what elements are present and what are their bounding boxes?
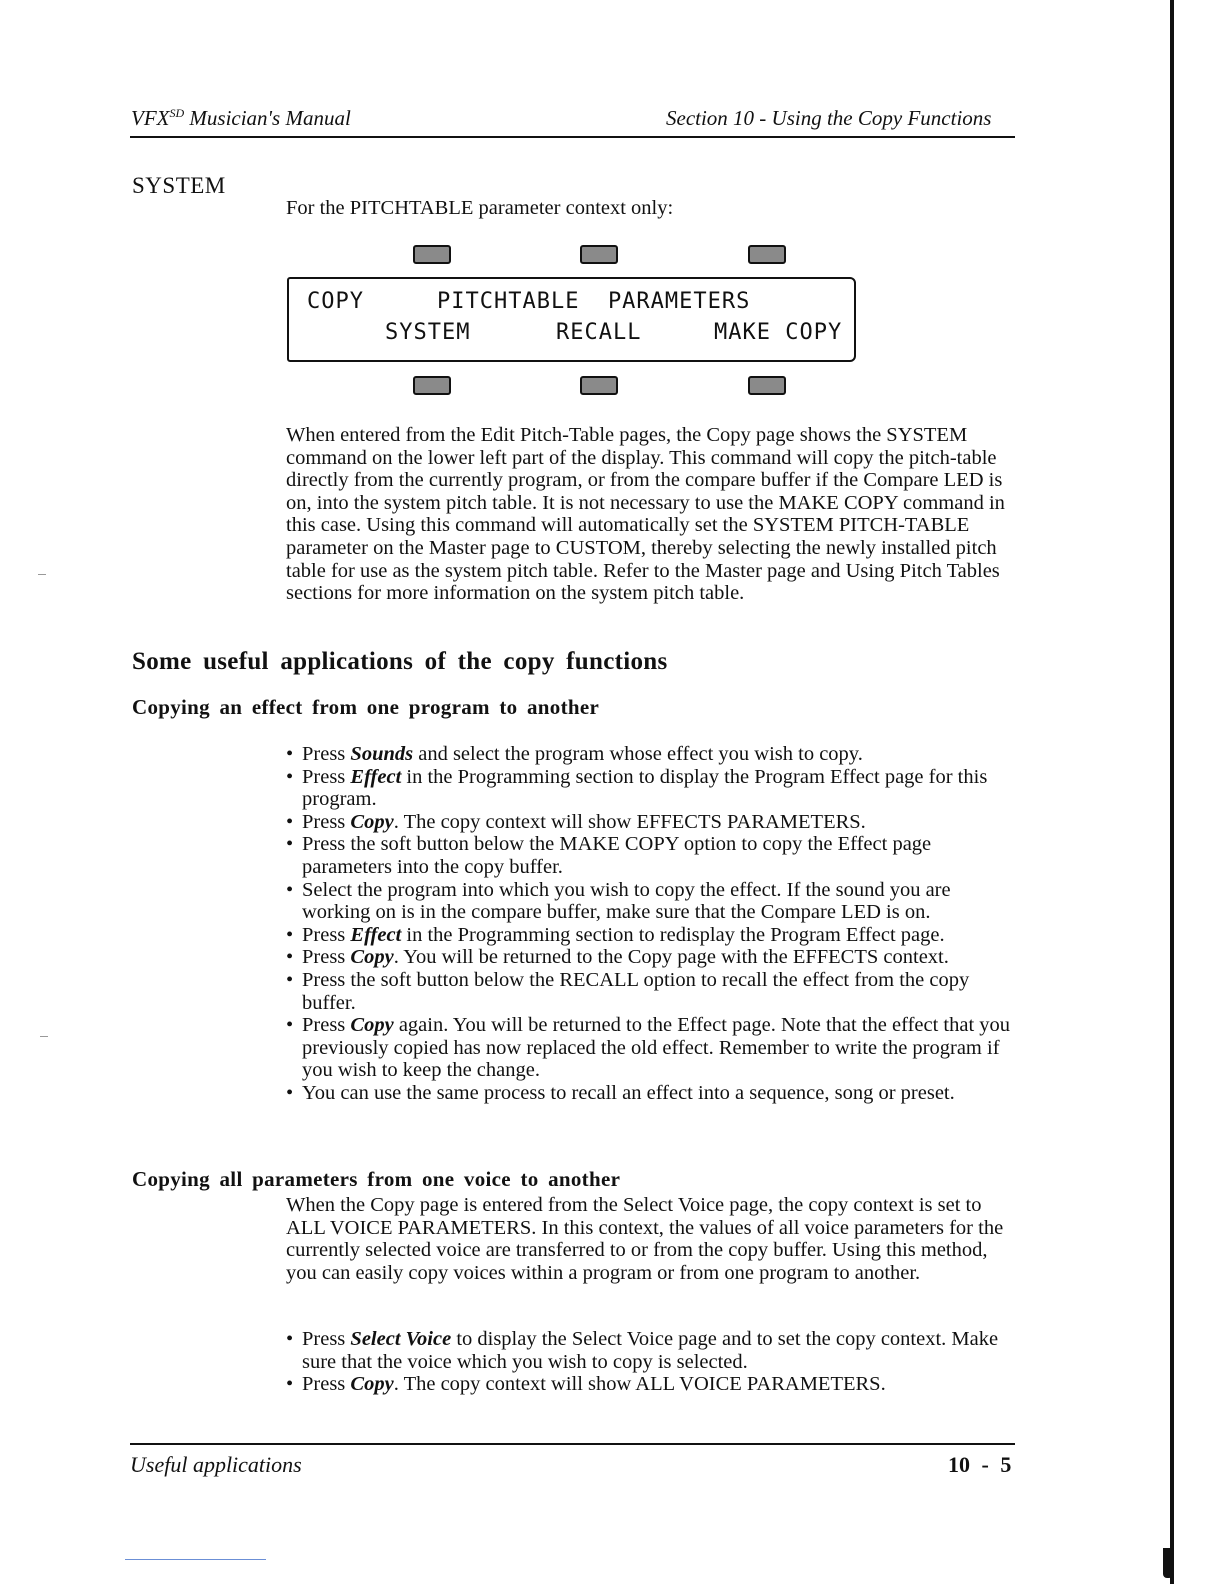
lcd-softkey-recall: RECALL xyxy=(556,320,642,345)
footer-rule xyxy=(130,1443,1015,1445)
system-heading: SYSTEM xyxy=(132,173,226,198)
margin-mark xyxy=(40,1036,48,1037)
system-intro: For the PITCHTABLE parameter context only: xyxy=(286,197,674,219)
lcd-softkey-system: SYSTEM xyxy=(385,320,471,345)
lcd-display xyxy=(287,277,856,362)
footer-chapter-title: Useful applications xyxy=(130,1452,302,1477)
footer-page-number: 10 - 5 xyxy=(948,1452,1012,1477)
page-edge-tail xyxy=(1163,1548,1173,1578)
list-item: • Press Select Voice to display the Select Voice page and to set the copy context. Make sure that the voice which you wish to copy is selected. xyxy=(286,1328,1014,1373)
header-manual-title: $VFX^{SD}$ Musician's Manual xyxy=(131,106,351,130)
voice-copy-paragraph: When the Copy page is entered from the Select Voice page, the copy context is set to ALL VOICE PARAMETERS. In this context, the values of all voice parameters for the currently selected voice are transferred to or from the copy buffer. Using this method, you can easily copy voices within a program or from one program to another. xyxy=(286,1194,1004,1284)
list-item: • Press Copy. The copy context will show EFFECTS PARAMETERS. xyxy=(286,811,1014,834)
bottom-soft-button-3[interactable] xyxy=(748,376,786,395)
list-item: • Press Copy. You will be returned to the Copy page with the EFFECTS context. xyxy=(286,946,1014,969)
header-rule xyxy=(130,136,1015,138)
lcd-softkey-make-copy: MAKE COPY xyxy=(714,320,843,345)
scan-stub-line xyxy=(125,1559,266,1560)
list-item: • Press Effect in the Programming section to redisplay the Program Effect page. xyxy=(286,924,1014,947)
bottom-soft-button-2[interactable] xyxy=(580,376,618,395)
top-soft-button-2[interactable] xyxy=(580,245,618,264)
page-edge-bar xyxy=(1170,0,1174,1584)
voice-copy-heading: Copying all parameters from one voice to another xyxy=(132,1167,621,1191)
list-item: • Press Sounds and select the program whose effect you wish to copy. xyxy=(286,743,1014,766)
header-section-title: Section 10 - Using the Copy Functions xyxy=(666,106,992,130)
lcd-copy-label: COPY xyxy=(307,289,364,314)
effect-steps-list xyxy=(286,743,1014,1105)
voice-steps-list xyxy=(286,1328,1014,1396)
bottom-soft-button-1[interactable] xyxy=(413,376,451,395)
list-item: • Press Copy. The copy context will show ALL VOICE PARAMETERS. xyxy=(286,1373,1014,1396)
system-paragraph: When entered from the Edit Pitch-Table pages, the Copy page shows the SYSTEM command on the lower left part of the display. This command will copy the pitch-table directly from the currently program, or from the compare buffer if the Compare LED is on, into the system pitch table. It is not necessary to use the MAKE COPY command in this case. Using this command will automatically set the SYSTEM PITCH-TABLE parameter on the Master page to CUSTOM, thereby selecting the newly installed pitch table for use as the system pitch table. Refer to the Master page and Using Pitch Tables sections for more information on the system pitch table. xyxy=(286,424,1005,605)
list-item: • Press the soft button below the MAKE COPY option to copy the Effect page parameters into the copy buffer. xyxy=(286,833,1014,878)
list-item: • You can use the same process to recall an effect into a sequence, song or preset. xyxy=(286,1082,1014,1105)
top-soft-button-1[interactable] xyxy=(413,245,451,264)
list-item: • Press the soft button below the RECALL option to recall the effect from the copy buffer. xyxy=(286,969,1014,1014)
lcd-context: PITCHTABLE PARAMETERS xyxy=(437,289,751,314)
effect-copy-heading: Copying an effect from one program to another xyxy=(132,695,600,719)
list-item: • Press Effect in the Programming section to display the Program Effect page for this program. xyxy=(286,766,1014,811)
list-item: • Select the program into which you wish to copy the effect. If the sound you are working on is in the compare buffer, make sure that the Compare LED is on. xyxy=(286,879,1014,924)
margin-mark xyxy=(38,574,46,575)
top-soft-button-3[interactable] xyxy=(748,245,786,264)
applications-heading: Some useful applications of the copy functions xyxy=(132,648,668,675)
list-item: • Press Copy again. You will be returned to the Effect page. Note that the effect that you previously copied has now replaced the old effect. Remember to write the program if you wish to keep the change. xyxy=(286,1014,1014,1082)
